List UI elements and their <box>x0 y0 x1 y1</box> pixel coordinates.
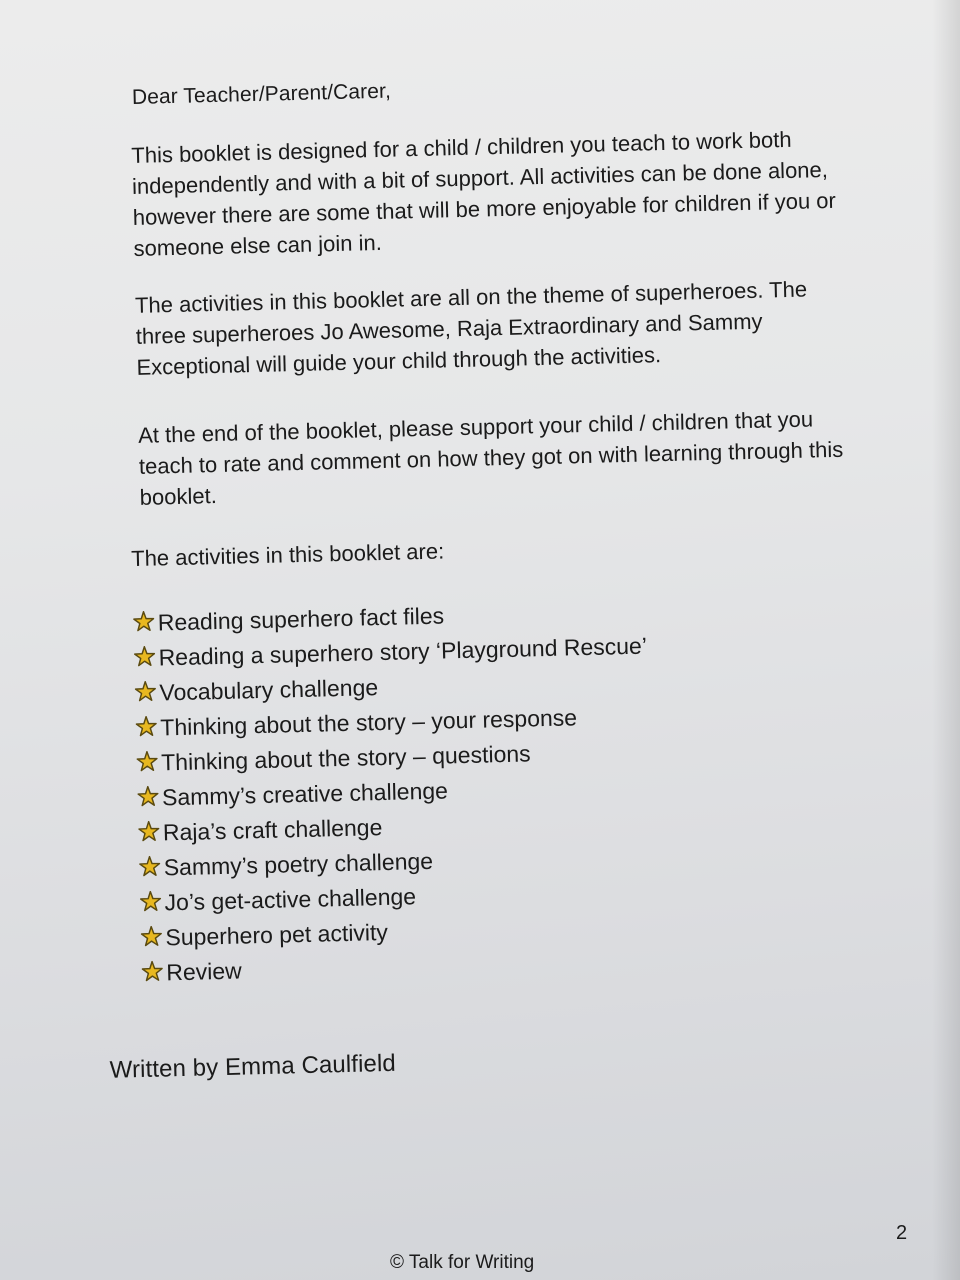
activity-label: Superhero pet activity <box>165 918 389 951</box>
star-icon <box>139 890 162 913</box>
page-number: 2 <box>896 1222 908 1244</box>
activity-label: Jo’s get-active challenge <box>164 883 417 916</box>
star-icon <box>136 751 159 774</box>
activities-list <box>132 594 655 991</box>
activity-label: Thinking about the story – questions <box>160 740 531 776</box>
star-icon <box>137 786 160 809</box>
star-icon <box>138 855 161 878</box>
star-icon <box>138 820 161 843</box>
star-icon <box>134 681 157 704</box>
paragraph-review: At the end of the booklet, please support your child / children that you teach to rate and comment on how they got on with learning through this booklet. <box>137 406 844 510</box>
star-icon <box>133 646 156 669</box>
star-icon <box>132 611 155 634</box>
star-icon <box>135 716 158 739</box>
activity-label: Reading superhero fact files <box>157 602 445 636</box>
star-icon <box>140 925 163 948</box>
activity-label: Review <box>166 957 243 986</box>
letter-greeting: Dear Teacher/Parent/Carer, <box>131 79 392 109</box>
paragraph-purpose: This booklet is designed for a child / children you teach to work both independently and with a bit of support. All activities can be done alone, however there are some that will be more enjoyable for children if you or someone else can join in. <box>131 126 837 261</box>
activity-label: Vocabulary challenge <box>159 674 379 706</box>
activity-label: Sammy’s poetry challenge <box>163 847 434 881</box>
star-icon <box>141 960 164 983</box>
activity-label: Thinking about the story – your response <box>160 704 578 741</box>
activity-label: Reading a superhero story ‘Playground Rescue’ <box>158 632 648 671</box>
activity-label: Sammy’s creative challenge <box>161 777 449 811</box>
activity-label: Raja’s craft challenge <box>162 814 383 846</box>
copyright-footer: © Talk for Writing <box>390 1252 535 1273</box>
paragraph-theme: The activities in this booklet are all on the theme of superheroes. The three superheroes Jo Awesome, Raja Extraordinary and Sammy Exceptional will guide your child through the activities. <box>134 276 808 380</box>
activities-heading: The activities in this booklet are: <box>130 538 445 572</box>
author-credit: Written by Emma Caulfield <box>109 1049 397 1084</box>
